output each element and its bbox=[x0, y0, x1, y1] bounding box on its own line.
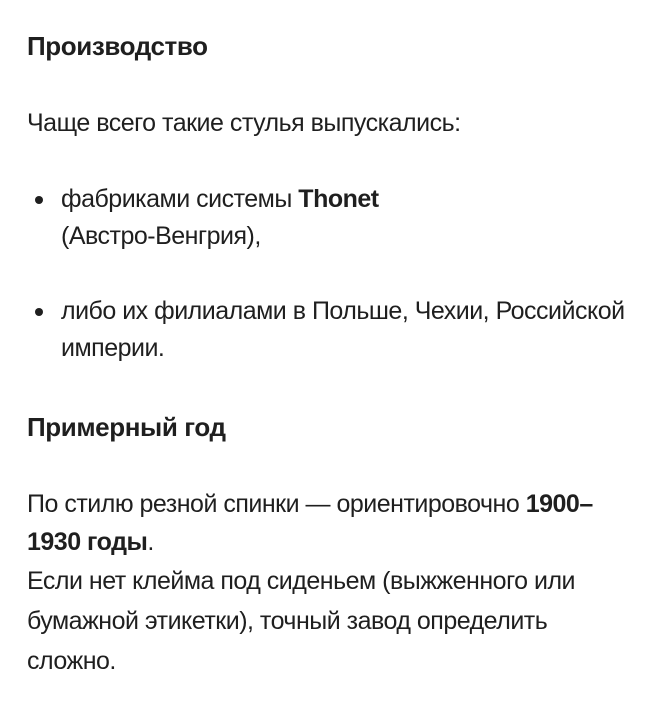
paragraph-text: . bbox=[147, 528, 154, 556]
manufacturer-list bbox=[27, 181, 627, 367]
bullet-icon bbox=[35, 196, 43, 204]
list-item bbox=[61, 181, 627, 255]
list-item-text: фабриками системы bbox=[61, 185, 299, 213]
list-item bbox=[61, 293, 627, 367]
list-item-text: (Австро-Венгрия), bbox=[61, 222, 261, 250]
style-paragraph bbox=[27, 485, 627, 561]
heading-production: Производство bbox=[27, 31, 208, 61]
year-range: 1900–1930 годы bbox=[27, 490, 593, 556]
list-item-text: либо их филиалами в Польше, Чехии, Российской империи. bbox=[61, 297, 625, 362]
brand-name: Thonet bbox=[298, 185, 379, 213]
bullet-icon bbox=[35, 308, 43, 316]
stamp-paragraph: Если нет клейма под сиденьем (выжженного или бумажной этикетки), точный завод определить сложно. bbox=[27, 567, 576, 675]
heading-approximate-year: Примерный год bbox=[27, 412, 226, 442]
document bbox=[0, 28, 627, 681]
paragraph-text: По стилю резной спинки — ориентировочно bbox=[27, 490, 526, 518]
intro-paragraph: Чаще всего такие стулья выпускались: bbox=[27, 109, 461, 137]
